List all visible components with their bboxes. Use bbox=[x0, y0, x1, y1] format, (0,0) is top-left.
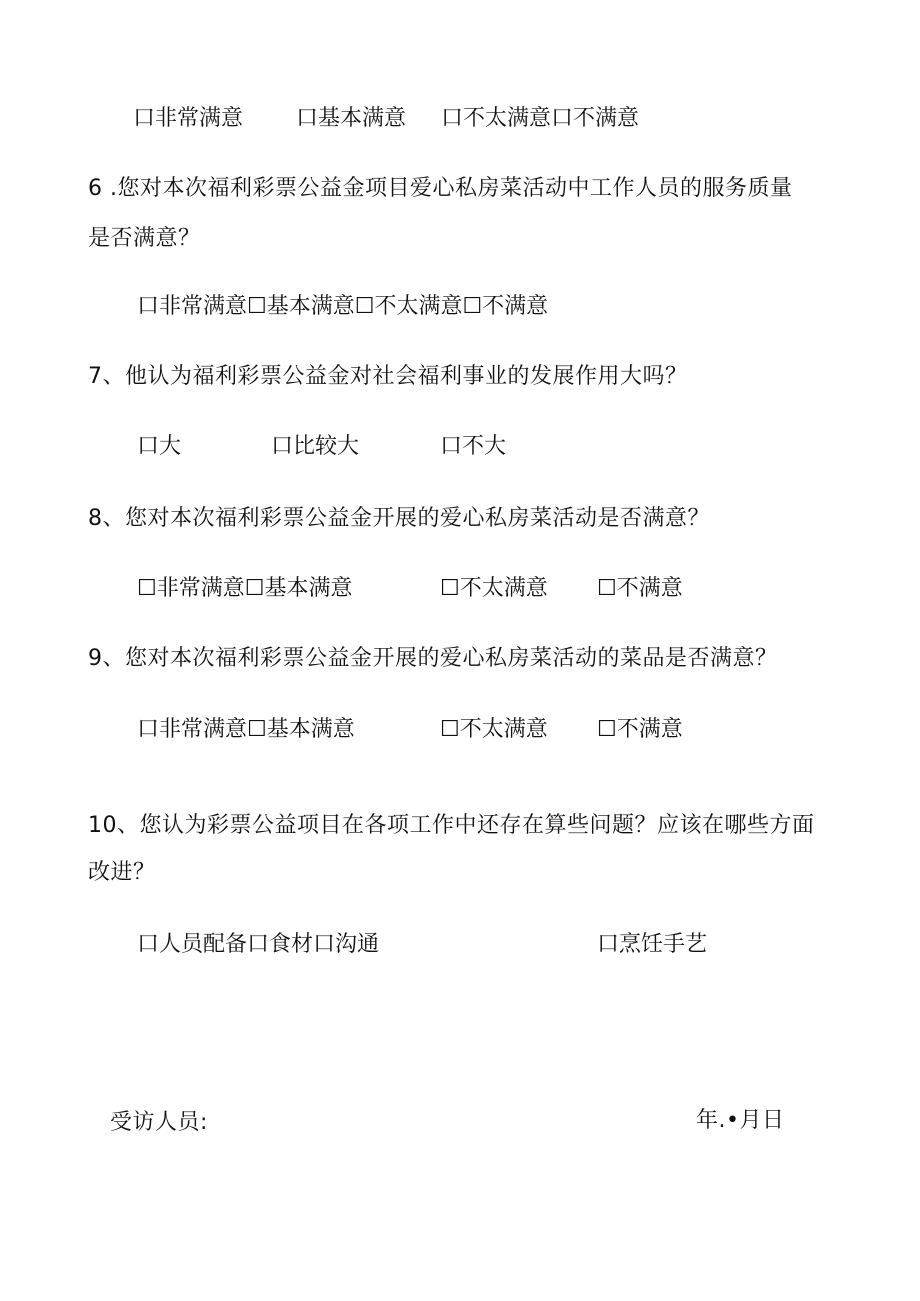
q9-option-satisfied[interactable]: 口非常满意☐基本满意 bbox=[137, 717, 355, 742]
q5-option-not-satisfied[interactable]: 口不太满意口不满意 bbox=[441, 106, 640, 131]
q8-text: 8、您对本次福利彩票公益金开展的爱心私房菜活动是否满意？ bbox=[88, 506, 710, 531]
q5-option-very-satisfied[interactable]: 口非常满意 bbox=[133, 106, 244, 131]
q7-option-fairly-big[interactable]: 口比较大 bbox=[271, 434, 360, 459]
q10-option-staff-food-communication[interactable]: 口人员配备口食材口沟通 bbox=[137, 932, 380, 957]
q8-option-dissatisfied[interactable]: ☐不满意 bbox=[597, 576, 683, 601]
date-label: 年.•月日 bbox=[696, 1108, 785, 1133]
interviewee-label: 受访人员: bbox=[110, 1110, 208, 1135]
q10-option-cooking-skill[interactable]: 口烹饪手艺 bbox=[597, 932, 708, 957]
q7-option-big[interactable]: 口大 bbox=[137, 434, 182, 459]
q5-option-basic-satisfied[interactable]: 口基本满意 bbox=[296, 106, 407, 131]
q6-text-line1: 6 .您对本次福利彩票公益金项目爱心私房菜活动中工作人员的服务质量 bbox=[88, 176, 793, 201]
q6-text-line2: 是否满意？ bbox=[88, 226, 201, 251]
q7-text: 7、他认为福利彩票公益金对社会福利事业的发展作用大吗？ bbox=[88, 364, 688, 389]
q10-text-line2: 改进？ bbox=[88, 860, 156, 885]
q7-option-not-big[interactable]: 口不大 bbox=[440, 434, 507, 459]
q8-option-satisfied[interactable]: ☐非常满意☐基本满意 bbox=[137, 576, 353, 601]
q8-option-not-very-satisfied[interactable]: ☐不太满意 bbox=[440, 576, 548, 601]
q10-text-line1: 10、您认为彩票公益项目在各项工作中还存在算些问题？应该在哪些方面 bbox=[88, 813, 815, 838]
q9-option-not-very-satisfied[interactable]: ☐不太满意 bbox=[440, 717, 548, 742]
q9-option-dissatisfied[interactable]: ☐不满意 bbox=[597, 717, 683, 742]
q6-options[interactable]: 口非常满意☐基本满意☐不太满意☐不满意 bbox=[137, 294, 549, 319]
q9-text: 9、您对本次福利彩票公益金开展的爱心私房菜活动的菜品是否满意？ bbox=[88, 646, 778, 671]
